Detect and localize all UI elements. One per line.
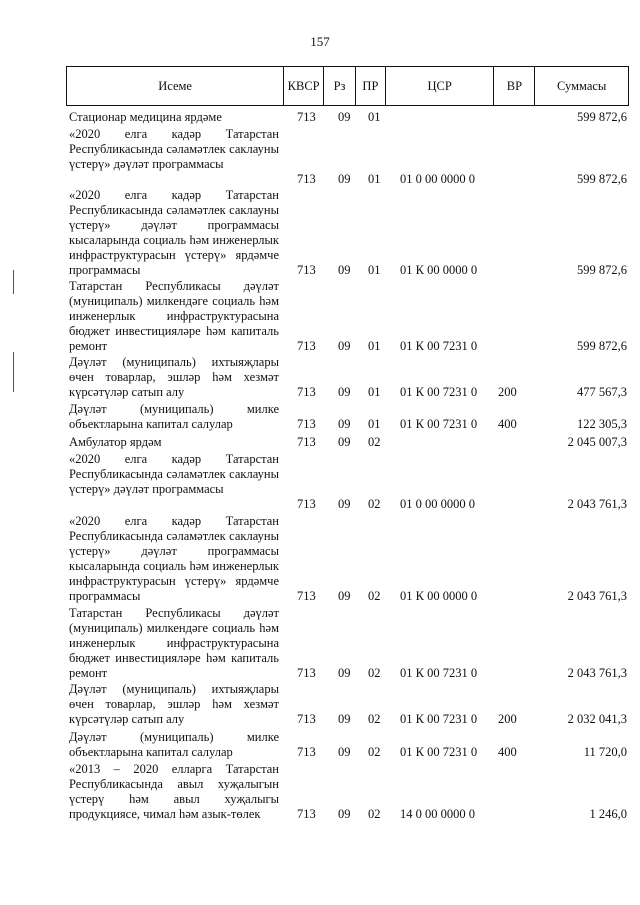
row-pr: 02 [368, 745, 381, 759]
table-row [66, 402, 629, 432]
row-kvsr: 713 [297, 172, 316, 186]
row-sum: 2 045 007,3 [567, 435, 627, 449]
row-name: Дәүләт (муниципаль) милке объектларына капитал салулар [69, 730, 279, 759]
row-csr: 01 К 00 7231 0 [400, 745, 478, 759]
row-vr: 400 [498, 745, 517, 759]
row-csr: 01 0 00 0000 0 [400, 497, 475, 511]
table-row [66, 730, 629, 760]
header-name: Исеме [67, 67, 284, 105]
row-name: Дәүләт (муниципаль) ихтыяҗлары өчен товарлар, эшләр һәм хезмәт күрсәтүләр сатып алу [69, 682, 279, 726]
row-name: Стационар медицина ярдәме [69, 110, 222, 124]
row-name: Дәүләт (муниципаль) милке объектларына капитал салулар [69, 402, 279, 431]
row-vr: 200 [498, 385, 517, 399]
row-sum: 599 872,6 [577, 110, 627, 124]
row-rz: 09 [338, 712, 351, 726]
table-row [66, 188, 629, 278]
row-rz: 09 [338, 807, 351, 821]
row-sum: 2 032 041,3 [567, 712, 627, 726]
row-csr: 01 К 00 7231 0 [400, 385, 478, 399]
page-number: 157 [310, 34, 330, 49]
row-sum: 599 872,6 [577, 172, 627, 186]
row-pr: 01 [368, 339, 381, 353]
row-sum: 477 567,3 [577, 385, 627, 399]
table-row [66, 127, 629, 187]
row-sum: 2 043 761,3 [567, 666, 627, 680]
header-kvsr: КВСР [284, 67, 324, 105]
row-csr: 01 К 00 7231 0 [400, 666, 478, 680]
table-row [66, 435, 629, 450]
row-sum: 2 043 761,3 [567, 497, 627, 511]
row-csr: 01 0 00 0000 0 [400, 172, 475, 186]
table-row [66, 355, 629, 400]
table-row [66, 279, 629, 354]
row-csr: 01 К 00 7231 0 [400, 712, 478, 726]
row-pr: 01 [368, 417, 381, 431]
row-pr: 02 [368, 435, 381, 449]
row-name: Амбулатор ярдәм [69, 435, 162, 449]
row-kvsr: 713 [297, 712, 316, 726]
row-kvsr: 713 [297, 497, 316, 511]
header-pr: ПР [356, 67, 386, 105]
row-csr: 01 К 00 0000 0 [400, 263, 478, 277]
margin-mark [13, 352, 14, 392]
row-name: «2020 елга кадәр Татарстан Республикасында сәламәтлек саклауны үстерү» дәүләт программасы кысаларында социаль һәм инженерлык инфраструктурасын үстерү» ярдәмче программасы [69, 514, 279, 603]
row-name: «2020 елга кадәр Татарстан Республикасында сәламәтлек саклауны үстерү» дәүләт программасы [69, 127, 279, 171]
row-kvsr: 713 [297, 745, 316, 759]
row-pr: 02 [368, 497, 381, 511]
table-row [66, 762, 629, 822]
row-name: Татарстан Республикасы дәүләт (муниципаль) милкендәге социаль һәм инженерлык инфраструктурасына бюджет инвестицияләре һәм капиталь ремонт [69, 279, 279, 353]
row-csr: 01 К 00 7231 0 [400, 417, 478, 431]
margin-mark [13, 270, 14, 294]
row-csr: 14 0 00 0000 0 [400, 807, 475, 821]
row-rz: 09 [338, 263, 351, 277]
row-sum: 1 246,0 [589, 807, 627, 821]
row-sum: 122 305,3 [577, 417, 627, 431]
row-name: «2020 елга кадәр Татарстан Республикасында сәламәтлек саклауны үстерү» дәүләт программасы [69, 452, 279, 496]
table-header [66, 66, 629, 106]
row-name: «2013 – 2020 елларга Татарстан Республикасында авыл хуҗалыгын үстерү һәм авыл хуҗалыгы продукциясе, чимал һәм азык-төлек [69, 762, 279, 821]
row-sum: 599 872,6 [577, 339, 627, 353]
table-row [66, 514, 629, 604]
row-kvsr: 713 [297, 589, 316, 603]
table-row [66, 606, 629, 681]
header-sum: Суммасы [556, 78, 607, 93]
row-kvsr: 713 [297, 807, 316, 821]
row-rz: 09 [338, 417, 351, 431]
row-pr: 02 [368, 666, 381, 680]
row-pr: 01 [368, 110, 381, 124]
row-vr: 400 [498, 417, 517, 431]
row-csr: 01 К 00 0000 0 [400, 589, 478, 603]
row-pr: 01 [368, 263, 381, 277]
row-rz: 09 [338, 589, 351, 603]
row-kvsr: 713 [297, 263, 316, 277]
header-vr: ВР [494, 67, 535, 105]
row-rz: 09 [338, 172, 351, 186]
row-kvsr: 713 [297, 417, 316, 431]
table-row [66, 682, 629, 727]
row-rz: 09 [338, 110, 351, 124]
row-kvsr: 713 [297, 385, 316, 399]
row-rz: 09 [338, 435, 351, 449]
row-rz: 09 [338, 385, 351, 399]
header-rz: Рз [324, 67, 356, 105]
row-kvsr: 713 [297, 435, 316, 449]
row-rz: 09 [338, 497, 351, 511]
row-rz: 09 [338, 666, 351, 680]
row-sum: 599 872,6 [577, 263, 627, 277]
row-vr: 200 [498, 712, 517, 726]
row-name: Татарстан Республикасы дәүләт (муниципаль) милкендәге социаль һәм инженерлык инфраструктурасына бюджет инвестицияләре һәм капиталь ремонт [69, 606, 279, 680]
row-kvsr: 713 [297, 339, 316, 353]
row-rz: 09 [338, 745, 351, 759]
row-sum: 11 720,0 [583, 745, 627, 759]
header-csr: ЦСР [386, 67, 495, 105]
row-pr: 02 [368, 807, 381, 821]
row-rz: 09 [338, 339, 351, 353]
row-csr: 01 К 00 7231 0 [400, 339, 478, 353]
row-name: Дәүләт (муниципаль) ихтыяҗлары өчен товарлар, эшләр һәм хезмәт күрсәтүләр сатып алу [69, 355, 279, 399]
table-row [66, 110, 629, 125]
row-kvsr: 713 [297, 666, 316, 680]
row-pr: 02 [368, 712, 381, 726]
row-sum: 2 043 761,3 [567, 589, 627, 603]
row-pr: 01 [368, 172, 381, 186]
row-pr: 01 [368, 385, 381, 399]
row-kvsr: 713 [297, 110, 316, 124]
table-row [66, 452, 629, 512]
row-pr: 02 [368, 589, 381, 603]
row-name: «2020 елга кадәр Татарстан Республикасында сәламәтлек саклауны үстерү» дәүләт программасы кысаларында социаль һәм инженерлык инфраструктурасын үстерү» ярдәмче программасы [69, 188, 279, 277]
